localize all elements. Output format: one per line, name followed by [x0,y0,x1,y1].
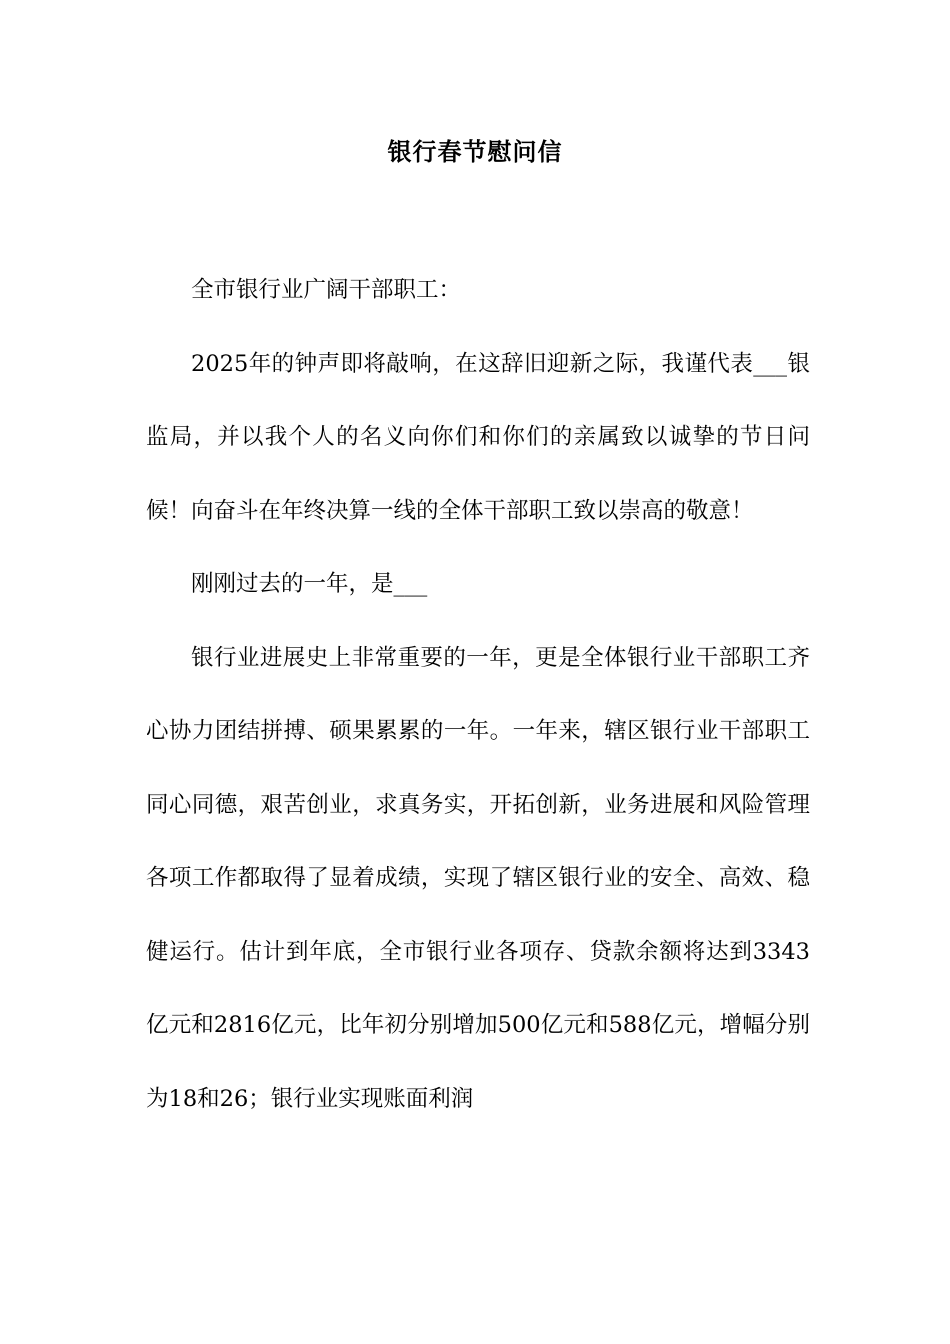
paragraph-past-year: 刚刚过去的一年，是___ [191,571,428,597]
document-title: 银行春节慰问信 [387,137,563,166]
document-body [146,254,810,1136]
salutation: 全市银行业广阔干部职工： [191,277,462,303]
paragraph-achievements: 银行业进展史上非常重要的一年，更是全体银行业干部职工齐心协力团结拼搏、硕果累累的一年。一年来，辖区银行业干部职工同心同德，艰苦创业，求真务实，开拓创新，业务进展和风险管理各项工作都取得了显着成绩，实现了辖区银行业的安全、高效、稳健运行。估计到年底，全市银行业各项存、贷款余额将达到3343亿元和2816亿元，比年初分别增加500亿元和588亿元，增幅分别为18和26；银行业实现账面利润 [146,644,810,1112]
paragraph-greeting: 2025年的钟声即将敲响，在这辞旧迎新之际，我谨代表___银监局，并以我个人的名义向你们和你们的亲属致以诚挚的节日问候！向奋斗在年终决算一线的全体干部职工致以崇高的敬意！ [146,350,810,524]
